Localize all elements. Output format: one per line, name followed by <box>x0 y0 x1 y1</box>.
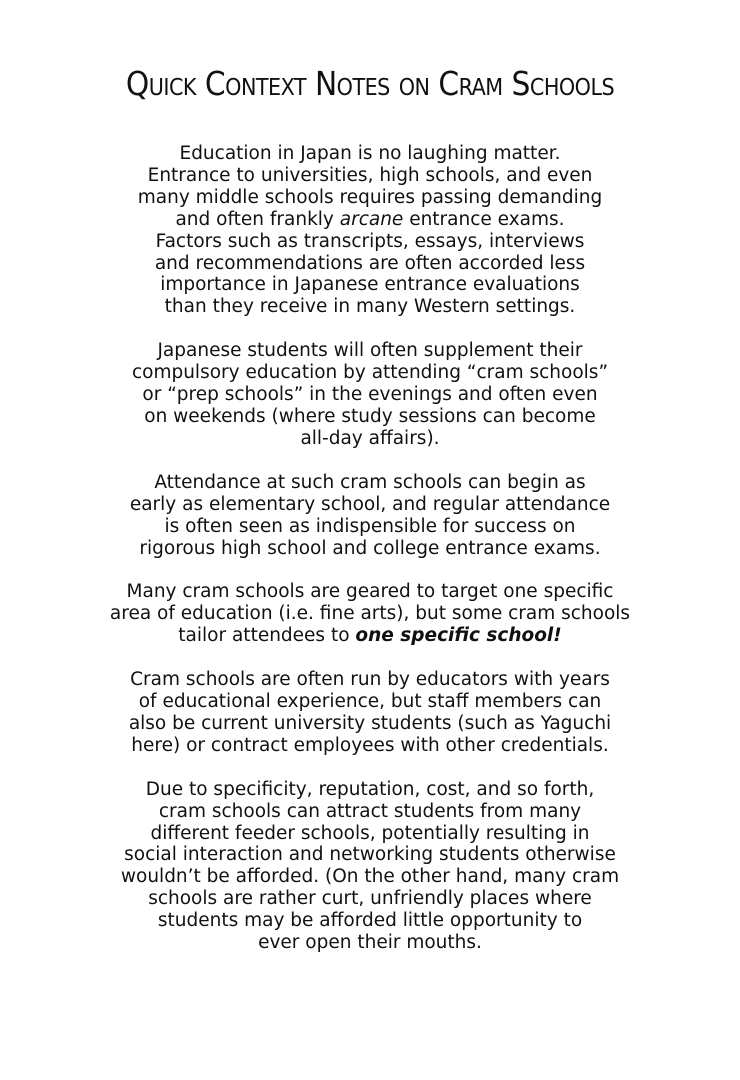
text-line: wouldn’t be afforded. (On the other hand, many cram <box>120 866 620 888</box>
text-line: and recommendations are often accorded less <box>154 252 586 274</box>
paragraph-staff <box>70 669 670 757</box>
text-line: also be current university students (such as Yaguchi <box>128 712 612 734</box>
text-line: rigorous high school and college entrance exams. <box>139 537 601 559</box>
text-line: compulsory education by attending “cram schools” <box>131 362 609 384</box>
text-line: early as elementary school, and regular attendance <box>129 493 611 515</box>
text-line: cram schools can attract students from many <box>158 800 582 822</box>
text-line <box>70 625 670 647</box>
page-title: Quick Context Notes on Cram Schools <box>125 64 615 103</box>
text-segment: and often frankly <box>175 208 340 230</box>
paragraph-attendance <box>70 472 670 560</box>
text-line: students may be afforded little opportunity to <box>157 910 583 932</box>
text-line: Due to specificity, reputation, cost, and so forth, <box>145 778 595 800</box>
text-line: many middle schools requires passing demanding <box>137 186 603 208</box>
text-line: different feeder schools, potentially resulting in <box>150 822 590 844</box>
text-segment: tailor attendees to <box>178 625 356 647</box>
paragraph-specific-targets <box>70 581 670 647</box>
paragraph-supplement-education <box>70 340 670 450</box>
body-text <box>70 143 670 976</box>
text-line: area of education (i.e. fine arts), but some cram schools <box>109 603 631 625</box>
paragraph-social-interaction <box>70 779 670 954</box>
text-line: is often seen as indispensible for success on <box>164 515 576 537</box>
text-line: Japanese students will often supplement their <box>157 340 583 362</box>
text-line: importance in Japanese entrance evaluations <box>160 274 580 296</box>
paragraph-education-in-japan <box>70 143 670 318</box>
text-line: Entrance to universities, high schools, and even <box>147 164 593 186</box>
text-line: or “prep schools” in the evenings and often even <box>142 384 598 406</box>
text-line: than they receive in many Western settings. <box>164 296 576 318</box>
text-line <box>70 209 670 231</box>
text-line: Attendance at such cram schools can begin as <box>154 471 586 493</box>
text-line: all-day affairs). <box>300 427 440 449</box>
text-line: here) or contract employees with other credentials. <box>131 734 609 756</box>
text-line: on weekends (where study sessions can become <box>144 405 596 427</box>
strong-emphasis-text: one specific school! <box>355 625 562 647</box>
text-line: of educational experience, but staff members can <box>138 691 602 713</box>
text-line: schools are rather curt, unfriendly places where <box>148 888 592 910</box>
text-segment: entrance exams. <box>403 208 565 230</box>
text-line: Education in Japan is no laughing matter. <box>179 143 561 164</box>
text-line: ever open their mouths. <box>258 932 482 954</box>
emphasis-text: arcane <box>339 208 404 230</box>
text-line: Cram schools are often run by educators with years <box>130 669 610 691</box>
text-line: social interaction and networking students otherwise <box>124 844 616 866</box>
text-line: Factors such as transcripts, essays, interviews <box>155 230 585 252</box>
text-line: Many cram schools are geared to target one specific <box>126 581 614 603</box>
